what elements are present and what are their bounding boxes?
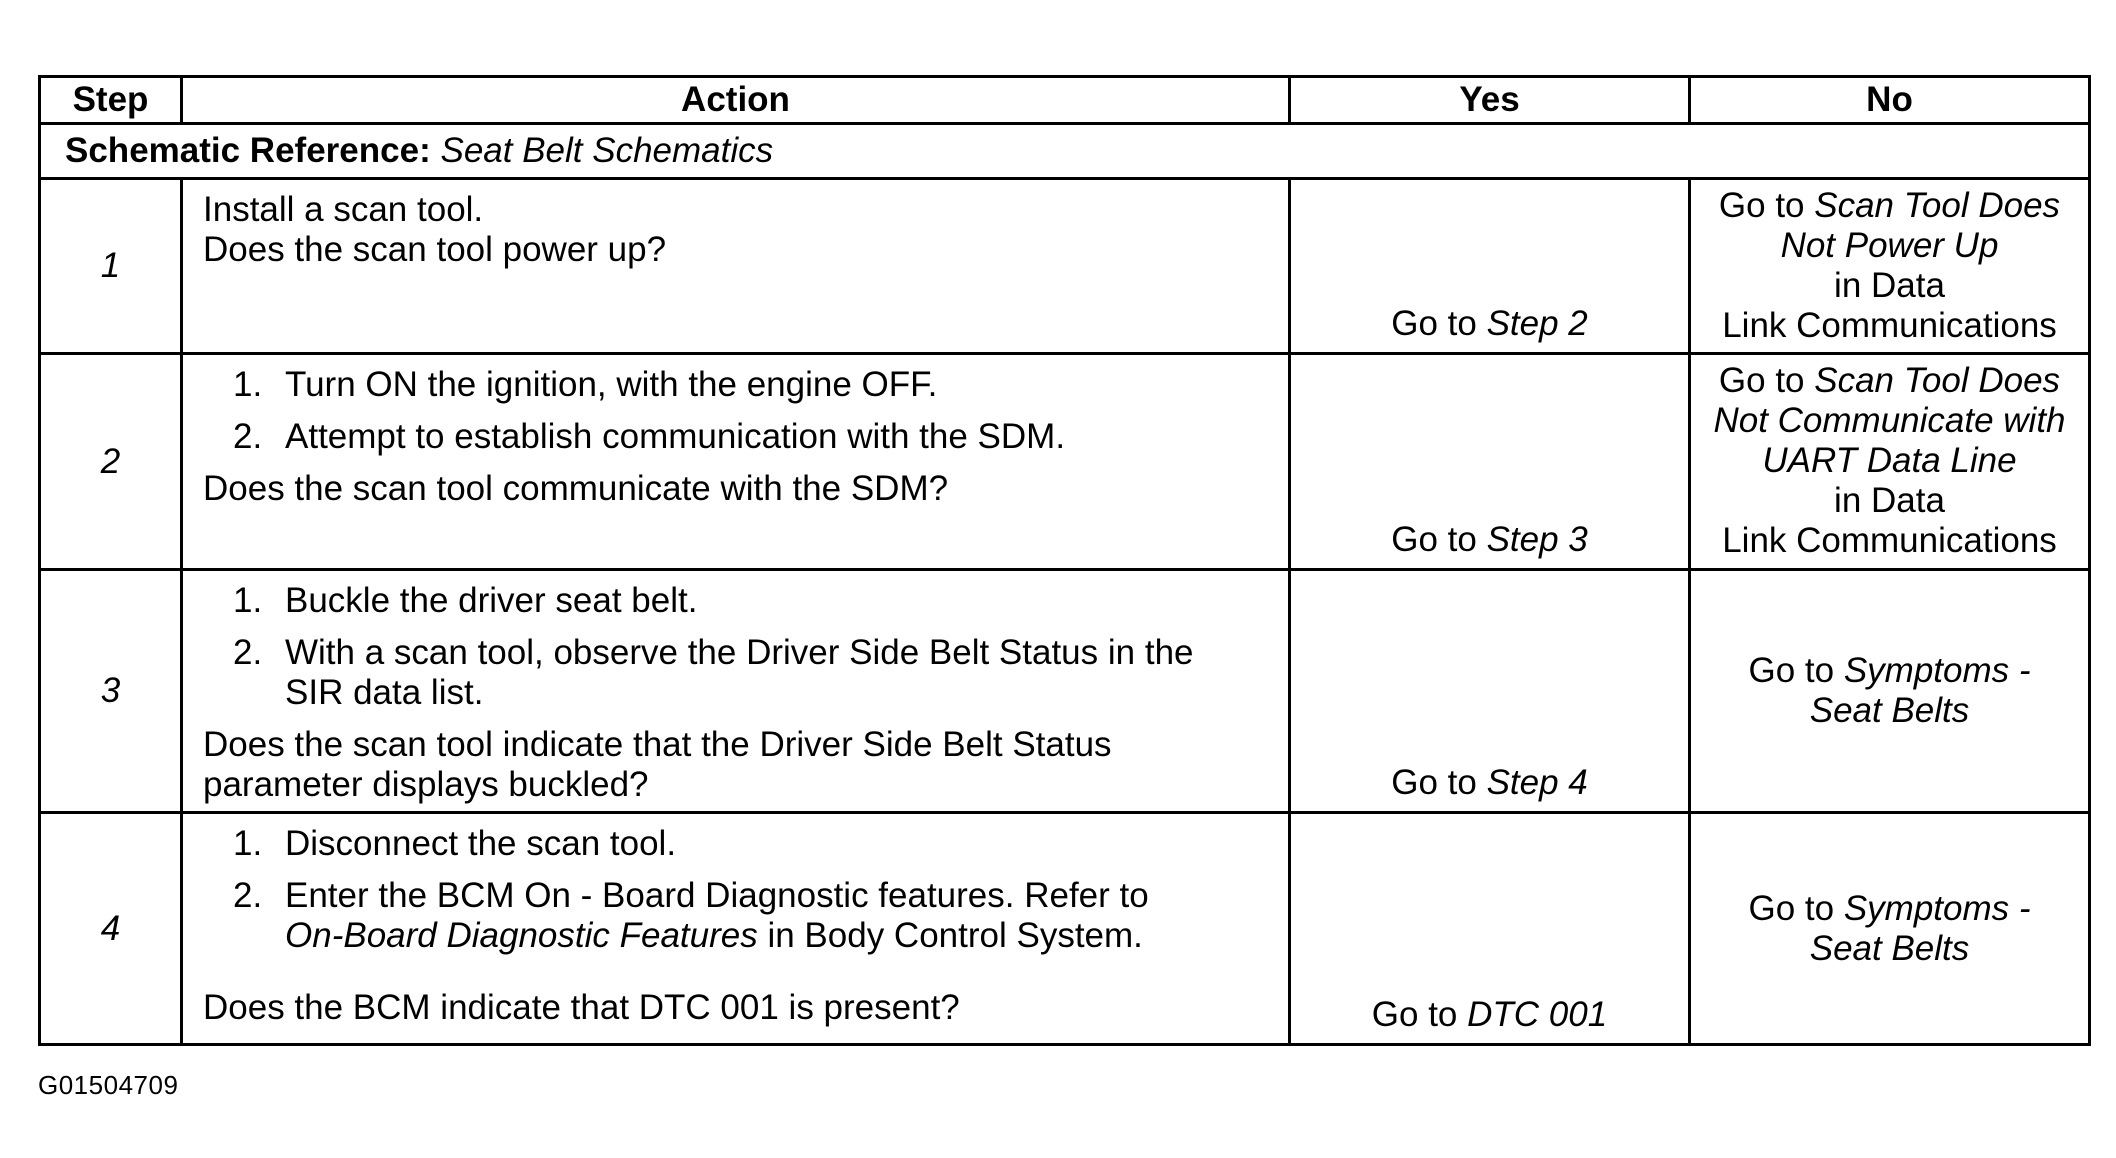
action-question: parameter displays buckled?: [203, 765, 649, 804]
action-list-item: [203, 581, 1264, 621]
header-row: [40, 77, 2090, 124]
action-cell: [182, 354, 1290, 570]
no-link[interactable]: Symptoms -: [1843, 651, 2031, 690]
no-prefix: Go to: [1718, 186, 1815, 225]
step-row-2: [40, 354, 2090, 570]
yes-cell: [1290, 813, 1690, 1045]
action-list-item: [203, 417, 1264, 457]
step-number: 3: [40, 570, 182, 813]
no-suffix: in Data: [1834, 481, 1945, 520]
action-list-item: [203, 824, 1264, 864]
action-question: Does the scan tool indicate that the Driver Side Belt Status: [203, 725, 1112, 764]
step-row-3: [40, 570, 2090, 813]
yes-cell: [1290, 179, 1690, 354]
no-link[interactable]: Not Power Up: [1780, 226, 1999, 265]
item-number: 2.: [233, 633, 263, 672]
yes-link[interactable]: DTC 001: [1467, 995, 1608, 1034]
item-number: 1.: [233, 581, 263, 620]
item-number: 1.: [233, 365, 263, 404]
no-link[interactable]: UART Data Line: [1762, 441, 2017, 480]
no-suffix: Link Communications: [1722, 521, 2057, 560]
item-text: Buckle the driver seat belt.: [285, 581, 698, 620]
no-prefix: Go to: [1748, 651, 1844, 690]
action-text: Install a scan tool.: [203, 190, 484, 229]
yes-prefix: Go to: [1391, 304, 1487, 343]
no-link[interactable]: Scan Tool Does: [1814, 186, 2061, 225]
yes-link[interactable]: Step 2: [1486, 304, 1588, 343]
action-list-item: [203, 876, 1264, 956]
action-cell: [182, 813, 1290, 1045]
action-cell: [182, 179, 1290, 354]
item-number: 2.: [233, 417, 263, 456]
no-cell: [1690, 570, 2090, 813]
item-number: 1.: [233, 824, 263, 863]
item-text: SIR data list.: [285, 673, 484, 712]
action-question: Does the scan tool power up?: [203, 230, 667, 269]
action-list-item: [203, 633, 1264, 713]
item-text: Attempt to establish communication with the SDM.: [285, 417, 1066, 456]
step-number: 1: [40, 179, 182, 354]
item-text: With a scan tool, observe the Driver Side Belt Status in the: [285, 633, 1194, 672]
schematic-reference-cell: [40, 124, 2090, 179]
schematic-reference-row: [40, 124, 2090, 179]
action-list-item: [203, 365, 1264, 405]
header-no: No: [1690, 77, 2090, 124]
item-text: in Body Control System.: [757, 916, 1143, 955]
yes-prefix: Go to: [1391, 520, 1487, 559]
yes-link[interactable]: Step 3: [1486, 520, 1588, 559]
step-row-1: [40, 179, 2090, 354]
item-text: Disconnect the scan tool.: [285, 824, 677, 863]
header-action: Action: [182, 77, 1290, 124]
no-link[interactable]: Not Communicate with: [1713, 401, 2066, 440]
action-question: Does the scan tool communicate with the SDM?: [203, 469, 949, 508]
no-cell: [1690, 813, 2090, 1045]
action-cell: [182, 570, 1290, 813]
no-cell: [1690, 179, 2090, 354]
yes-prefix: Go to: [1391, 763, 1487, 802]
no-link[interactable]: Seat Belts: [1809, 928, 1970, 968]
no-link[interactable]: Scan Tool Does: [1814, 361, 2061, 400]
header-step: Step: [40, 77, 182, 124]
figure-id: G01504709: [38, 1070, 179, 1100]
no-suffix: in Data: [1834, 266, 1945, 305]
item-link[interactable]: On-Board Diagnostic Features: [285, 916, 758, 955]
action-list: [203, 365, 1264, 457]
item-number: 2.: [233, 876, 263, 915]
item-text: Enter the BCM On - Board Diagnostic features. Refer to: [285, 876, 1149, 915]
action-list: [203, 581, 1264, 713]
no-link[interactable]: Seat Belts: [1809, 691, 1970, 730]
step-number: 4: [40, 813, 182, 1045]
diagnostic-table: [38, 75, 2091, 1046]
no-link[interactable]: Symptoms -: [1843, 888, 2031, 928]
no-prefix: Go to: [1748, 888, 1844, 928]
action-list: [203, 824, 1264, 956]
no-cell: [1690, 354, 2090, 570]
step-row-4: [40, 813, 2090, 1045]
schematic-reference-link[interactable]: Seat Belt Schematics: [440, 131, 774, 170]
header-yes: Yes: [1290, 77, 1690, 124]
yes-link[interactable]: Step 4: [1486, 763, 1588, 802]
item-text: Turn ON the ignition, with the engine OFF.: [285, 365, 938, 404]
action-question: Does the BCM indicate that DTC 001 is present?: [203, 988, 960, 1027]
yes-prefix: Go to: [1371, 995, 1468, 1034]
no-suffix: Link Communications: [1722, 306, 2057, 345]
step-number: 2: [40, 354, 182, 570]
yes-cell: [1290, 354, 1690, 570]
yes-cell: [1290, 570, 1690, 813]
no-prefix: Go to: [1718, 361, 1815, 400]
schematic-reference-label: Schematic Reference:: [65, 131, 431, 170]
